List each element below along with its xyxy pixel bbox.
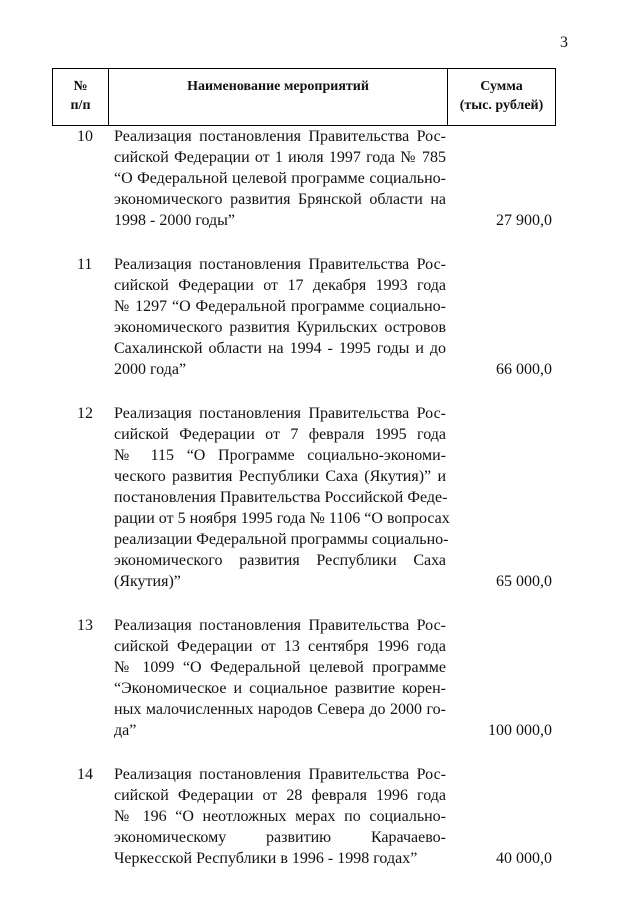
row-sum-value: 100 000,0 xyxy=(488,722,552,739)
description-line: сийской Федерации от 7 февраля 1995 года xyxy=(114,426,446,443)
description-line: ческого развития Республики Саха (Якутия)” и xyxy=(114,468,446,485)
description-line: ных малочисленных народов Севера до 2000 го- xyxy=(114,701,446,718)
row-description xyxy=(108,764,448,869)
row-number: 14 xyxy=(77,766,93,783)
table-row xyxy=(52,126,556,231)
row-sum xyxy=(448,403,556,592)
description-line: “Экономическое и социальное развитие корен- xyxy=(114,680,446,697)
table-row xyxy=(52,615,556,741)
description-line: сийской Федерации от 1 июля 1997 года № 785 xyxy=(114,149,446,166)
description-line: экономического развития Брянской области на xyxy=(114,191,446,208)
row-description xyxy=(108,254,448,380)
description-line: сийской Федерации от 13 сентября 1996 года xyxy=(114,638,446,655)
row-sum xyxy=(448,764,556,869)
row-number: 12 xyxy=(77,405,93,422)
description-line: 1998 - 2000 годы” xyxy=(114,212,236,229)
description-line: Сахалинской области на 1994 - 1995 годы и до xyxy=(114,340,446,357)
description-line: 2000 года” xyxy=(114,361,187,378)
description-line: экономическому развитию Карачаево- xyxy=(114,829,446,846)
table-row xyxy=(52,403,556,592)
row-sum xyxy=(448,254,556,380)
row-description xyxy=(108,126,448,231)
table-header xyxy=(52,68,556,126)
description-line: № 196 “О неотложных мерах по социально- xyxy=(114,808,446,825)
header-number-line: № xyxy=(73,79,88,94)
row-sum-value: 65 000,0 xyxy=(496,573,552,590)
header-number-line: п/п xyxy=(70,98,91,113)
header-number xyxy=(52,69,108,125)
measures-table xyxy=(52,68,556,869)
header-sum xyxy=(448,69,556,125)
row-number: 13 xyxy=(77,617,93,634)
description-line: Реализация постановления Правительства Рос- xyxy=(114,617,446,634)
description-line: сийской Федерации от 28 февраля 1996 года xyxy=(114,787,446,804)
table-body xyxy=(52,126,556,869)
description-line: Реализация постановления Правительства Рос- xyxy=(114,766,446,783)
header-name: Наименование мероприятий xyxy=(108,69,448,125)
description-line: Черкесской Республики в 1996 - 1998 годах” xyxy=(114,850,418,867)
description-line: рации от 5 ноября 1995 года № 1106 “О вопросах xyxy=(114,510,450,527)
description-line: экономического развития Республики Саха xyxy=(114,552,446,569)
row-sum xyxy=(448,615,556,741)
row-sum-value: 66 000,0 xyxy=(496,361,552,378)
row-sum-value: 40 000,0 xyxy=(496,850,552,867)
row-number: 11 xyxy=(77,256,93,273)
row-sum xyxy=(448,126,556,231)
row-description xyxy=(108,615,448,741)
description-line: № 1297 “О Федеральной программе социально- xyxy=(114,298,446,315)
description-line: “О Федеральной целевой программе социально- xyxy=(114,170,446,187)
description-line: Реализация постановления Правительства Рос- xyxy=(114,405,446,422)
description-line: № 115 “О Программе социально-экономи- xyxy=(114,447,446,464)
row-sum-value: 27 900,0 xyxy=(496,212,552,229)
description-line: № 1099 “О Федеральной целевой программе xyxy=(114,659,446,676)
table-row xyxy=(52,764,556,869)
row-number: 10 xyxy=(77,128,93,145)
description-line: постановления Правительства Российской Феде- xyxy=(114,489,448,506)
header-sum-line: (тыс. рублей) xyxy=(459,98,544,113)
description-line: да” xyxy=(114,722,137,739)
header-sum-line: Сумма xyxy=(480,79,523,94)
description-line: (Якутия)” xyxy=(114,573,181,590)
table-row xyxy=(52,254,556,380)
page-number: 3 xyxy=(560,34,568,51)
description-line: Реализация постановления Правительства Рос- xyxy=(114,128,446,145)
row-description xyxy=(108,403,448,592)
description-line: сийской Федерации от 17 декабря 1993 года xyxy=(114,277,446,294)
description-line: Реализация постановления Правительства Рос- xyxy=(114,256,446,273)
description-line: экономического развития Курильских островов xyxy=(114,319,446,336)
description-line: реализации Федеральной программы социально- xyxy=(114,531,449,548)
